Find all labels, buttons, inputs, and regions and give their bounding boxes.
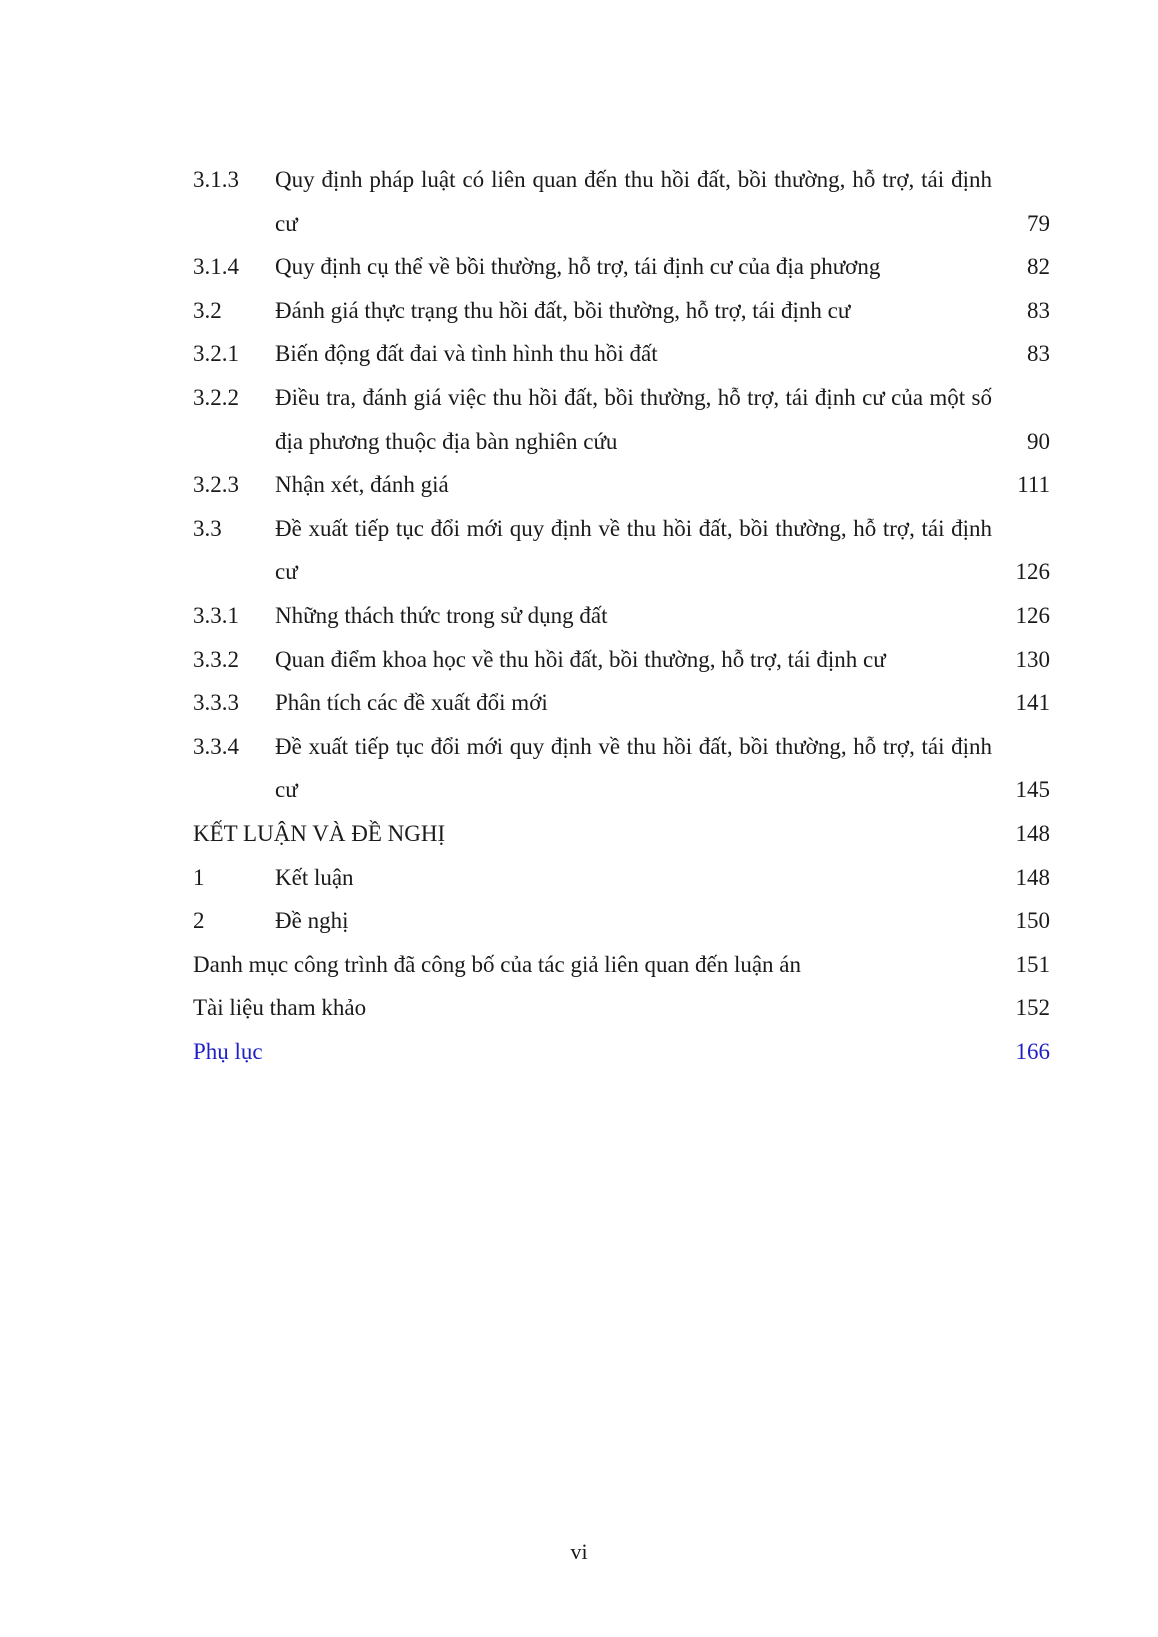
toc-entry-page: 82 (1027, 254, 1050, 280)
toc-entry-3-3-3 (193, 681, 1050, 725)
toc-entry-number: 3.3 (193, 515, 222, 541)
toc-entry-number: 3.1.3 (193, 167, 239, 192)
toc-entry-title: Biến động đất đai và tình hình thu hồi đất (275, 341, 658, 367)
toc-entry-page: 83 (1027, 341, 1050, 367)
toc-entry-title[interactable]: Phụ lục (193, 1038, 263, 1064)
toc-entry-page: 148 (1015, 820, 1050, 846)
page-number: vi (570, 1539, 588, 1564)
toc-entry-page: 83 (1027, 297, 1050, 323)
toc-entry-number: 3.2 (193, 297, 222, 323)
toc-entry-conclusion (193, 812, 1050, 856)
toc-entry-title: Đề nghị (275, 908, 349, 934)
toc-entry-number: 3.3.2 (193, 646, 239, 672)
toc-entry-title: Đề xuất tiếp tục đổi mới quy định về thu hồi đất, bồi thường, hỗ trợ, tái định cư (275, 515, 992, 585)
toc-entry-page[interactable]: 166 (1015, 1038, 1050, 1064)
toc-entry-page: 130 (1015, 646, 1050, 672)
toc-entry-3-2-1 (193, 332, 1050, 376)
toc-entry-page: 150 (1015, 908, 1050, 934)
toc-entry-3-2 (193, 289, 1050, 333)
toc-entry-title: Những thách thức trong sử dụng đất (275, 602, 608, 628)
toc-entry-page: 126 (1015, 559, 1050, 585)
toc-entry-title: Quy định pháp luật có liên quan đến thu hồi đất, bồi thường, hỗ trợ, tái định cư (275, 167, 992, 236)
toc-entry-1 (193, 856, 1050, 900)
toc-entry-number: 1 (193, 864, 205, 890)
toc-entry-3-2-2 (193, 376, 1050, 463)
toc-entry-3-2-3 (193, 463, 1050, 507)
toc-entry-title: Quy định cụ thể về bồi thường, hỗ trợ, tái định cư của địa phương (275, 254, 881, 280)
toc-entry-title: Đề xuất tiếp tục đổi mới quy định về thu hồi đất, bồi thường, hỗ trợ, tái định cư (275, 733, 992, 803)
toc-entry-number: 3.2.2 (193, 384, 239, 410)
toc-entry-page: 79 (1027, 210, 1050, 236)
toc-entry-3-3-1 (193, 594, 1050, 638)
toc-entry-number: 3.2.3 (193, 472, 239, 498)
toc-entry-number: 3.3.4 (193, 733, 239, 759)
toc-entry-number: 3.3.1 (193, 602, 239, 628)
toc-entry-page: 145 (1015, 777, 1050, 803)
toc-entry-page: 152 (1015, 995, 1050, 1021)
toc-entry-3-3 (193, 507, 1050, 594)
toc-entry-3-3-2 (193, 638, 1050, 682)
toc-entry-appendix-link[interactable] (193, 1030, 1050, 1074)
toc-entry-page: 90 (1027, 428, 1050, 454)
toc-entry-title: Phân tích các đề xuất đổi mới (275, 690, 548, 716)
toc-entry-3-1-3 (193, 158, 1050, 245)
table-of-contents (193, 158, 1050, 1073)
toc-entry-page: 151 (1015, 951, 1050, 977)
toc-entry-3-1-4 (193, 245, 1050, 289)
toc-entry-3-3-4 (193, 725, 1050, 812)
toc-entry-2 (193, 899, 1050, 943)
toc-entry-page: 111 (1017, 472, 1050, 498)
toc-entry-references (193, 986, 1050, 1030)
toc-entry-number: 3.2.1 (193, 341, 239, 367)
toc-entry-publications (193, 943, 1050, 987)
toc-entry-title: Tài liệu tham khảo (193, 995, 367, 1021)
toc-entry-number: 3.3.3 (193, 690, 239, 716)
toc-entry-page: 126 (1015, 602, 1050, 628)
toc-entry-title: Đánh giá thực trạng thu hồi đất, bồi thường, hỗ trợ, tái định cư (275, 297, 851, 323)
toc-entry-title: Danh mục công trình đã công bố của tác giả liên quan đến luận án (193, 951, 802, 977)
toc-entry-number: 3.1.4 (193, 254, 239, 280)
toc-entry-title: KẾT LUẬN VÀ ĐỀ NGHỊ (193, 820, 446, 846)
toc-entry-number: 2 (193, 908, 205, 934)
toc-entry-page: 141 (1015, 690, 1050, 716)
toc-entry-title: Điều tra, đánh giá việc thu hồi đất, bồi thường, hỗ trợ, tái định cư của một số địa phương thuộc địa bàn nghiên cứu (275, 384, 992, 454)
toc-entry-title: Quan điểm khoa học về thu hồi đất, bồi thường, hỗ trợ, tái định cư (275, 646, 886, 672)
toc-entry-page: 148 (1015, 864, 1050, 890)
toc-entry-title: Kết luận (275, 864, 354, 890)
toc-entry-title: Nhận xét, đánh giá (275, 472, 449, 498)
